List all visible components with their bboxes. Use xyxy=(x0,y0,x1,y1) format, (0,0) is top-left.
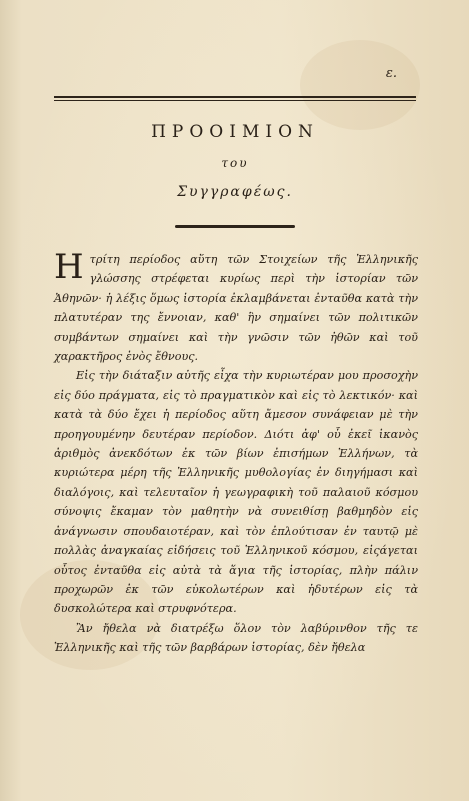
drop-cap: Η xyxy=(54,247,84,287)
paragraph-1-text: τρίτη περίοδος αὕτη τῶν Στοιχείων τῆς Ἑλληνικῆς γλώσσης στρέφεται κυρίως περὶ τὴν ἱστορίαν τῶν Ἀθηνῶν· ἡ λέξις ὅμως ἱστορία ἐκλαμβάνεται ἐνταῦθα κατὰ τὴν πλατυτέραν της ἔννοιαν, καθ' ἣν σημαίνει τῶν πολιτικῶν συμβάντων σημαίνει καὶ τὴν γνῶσιν τῶν ἠθῶν καὶ τοῦ χαρακτῆρος ἑνὸς ἔθνους. xyxy=(54,253,418,364)
paper-stain xyxy=(300,40,420,130)
title-line-3: Συγγραφέως. xyxy=(177,184,293,200)
paragraph-2: Εἰς τὴν διάταξιν αὐτῆς εἶχα τὴν κυριωτέραν μου προσοχὴν εἰς δύο πράγματα, εἰς τὸ πραγματικὸν καὶ εἰς τὸ λεκτικόν· καὶ κατὰ τὰ δύο ἔχει ἡ περίοδος αὕτη ἄμεσον συνάφειαν μὲ τὴν προηγουμένην δευτέραν περίοδον. Διότι ἀφ' οὗ ἐκεῖ ἱκανὸς ἀριθμὸς ἀνεκδότων ἐκ τῶν βίων ἐπισήμων Ἑλλήνων, τὰ κυριώτερα μέρη τῆς Ἑλληνικῆς μυθολογίας ἐν διηγήμασι καὶ διαλόγοις, καὶ τελευταῖον ἡ γεωγραφικὴ τοῦ παλαιοῦ κόσμου σύνοψις ἔκαμαν τὸν μαθητὴν νὰ συνειθίσῃ βαθμηδὸν εἰς ἀνάγνωσιν σπουδαιοτέραν, καὶ τὸν ἐπλούτισαν ἐν ταυτῷ μὲ πολλὰς ἀναγκαίας εἰδήσεις τοῦ Ἑλληνικοῦ κόσμου, εἰςάγεται οὗτος ἐνταῦθα εἰς αὐτὰ τὰ ἅγια τῆς ἱστορίας, πλὴν πάλιν προχωρῶν ἐκ τῶν εὐκολωτέρων καὶ ἡδυτέρων εἰς τὰ δυσκολώτερα καὶ στρυφνότερα. xyxy=(54,369,418,616)
paragraph-3: Ἂν ἤθελα νὰ διατρέξω ὅλον τὸν λαβύρινθον τῆς τε Ἑλληνικῆς καὶ τῆς τῶν βαρβάρων ἱστορίας, δὲν ἤθελα xyxy=(54,621,418,655)
paragraph-1 xyxy=(54,247,418,366)
page-number: ε. xyxy=(385,66,397,81)
title-divider-rule xyxy=(175,225,295,228)
title-line-2: του xyxy=(221,156,249,170)
page-title: ΠΡΟΟΙΜΙΟΝ xyxy=(151,122,319,142)
header-double-rule xyxy=(54,96,416,101)
body-text xyxy=(54,247,418,658)
